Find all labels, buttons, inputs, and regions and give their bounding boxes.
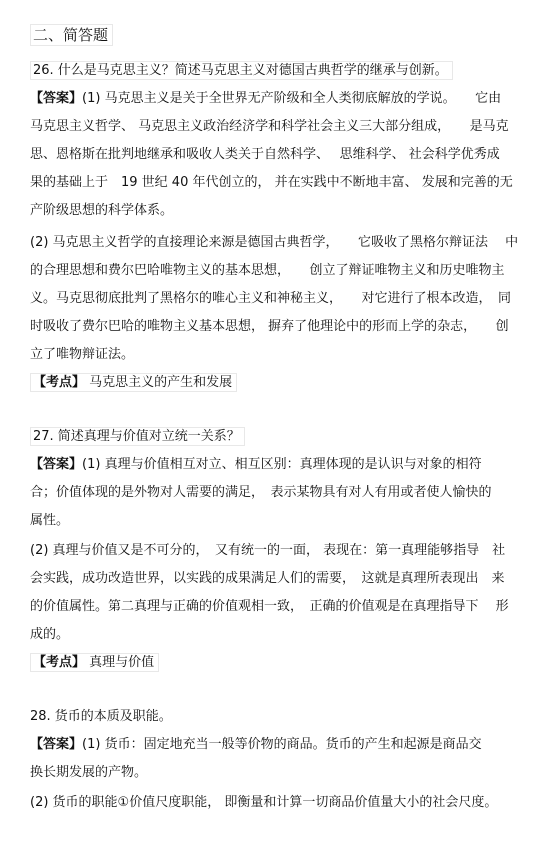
question-26 [30,62,453,80]
answer-26-line-5 [30,202,173,220]
answer-27-text-3: 属性。 [30,513,70,528]
answer-26-line-1 [30,90,501,108]
answer-27-line-6 [30,598,509,616]
answer-26-line-6 [30,234,518,252]
answer-26-line-4 [30,174,513,192]
answer-26-line-10 [30,346,134,364]
section-title [30,26,113,44]
answer-tag: 【答案】 [30,91,83,106]
point-26 [30,374,237,392]
answer-28-text-2: 换长期发展的产物。 [30,765,148,780]
answer-27-line-5 [30,570,505,588]
question-28 [30,708,172,726]
answer-28-line-1 [30,736,482,754]
answer-28-line-2 [30,764,147,782]
point-27-box [30,653,159,672]
point-26-text: 马克思主义的产生和发展 [89,375,233,390]
answer-27-line-7 [30,626,69,644]
question-28-text: 28. 货币的本质及职能。 [30,709,172,724]
point-27-text: 真理与价值 [89,655,155,670]
point-tag: 【考点】 [33,655,86,670]
answer-27-text-1: (1) 真理与价值相互对立、相互区别：真理体现的是认识与对象的相符 [82,457,482,472]
answer-28-text-1: (1) 货币：固定地充当一般等价物的商品。货币的产生和起源是商品交 [82,737,482,752]
answer-tag: 【答案】 [30,457,83,472]
answer-27-line-3 [30,512,69,530]
answer-28-text-3: (2) 货币的职能①价值尺度职能， 即衡量和计算一切商品价值量大小的社会尺度。 [30,795,498,810]
answer-26-line-7 [30,262,505,280]
answer-26-text-2: 马克思主义哲学、 马克思主义政治经济学和科学社会主义三大部分组成， 是马克 [30,119,509,134]
answer-26-line-9 [30,318,509,336]
answer-26-text-1: (1) 马克思主义是关于全世界无产阶级和全人类彻底解放的学说。 它由 [82,91,502,106]
answer-27-text-6: 的价值属性。第二真理与正确的价值观相一致， 正确的价值观是在真理指导下 形 [30,599,509,614]
answer-26-text-10: 立了唯物辩证法。 [30,347,135,362]
answer-27-text-2: 合；价值体现的是外物对人需要的满足， 表示某物具有对人有用或者使人愉快的 [30,485,492,500]
answer-26-text-4: 果的基础上于 19 世纪 40 年代创立的， 并在实践中不断地丰富、 发展和完善的无 [30,175,513,190]
answer-27-line-4 [30,542,505,560]
answer-26-text-8: 义。马克思彻底批判了黑格尔的唯心主义和神秘主义， 对它进行了根本改造， 同 [30,291,512,306]
answer-27-line-1 [30,456,482,474]
answer-26-line-2 [30,118,509,136]
answer-26-line-8 [30,290,511,308]
section-title-text: 二、简答题 [30,24,113,46]
question-26-text: 26. 什么是马克思主义？简述马克思主义对德国古典哲学的继承与创新。 [30,61,453,80]
answer-26-text-3: 思、恩格斯在批判地继承和吸收人类关于自然科学、 思维科学、 社会科学优秀成 [30,147,500,162]
answer-26-text-7: 的合理思想和费尔巴哈唯物主义的基本思想， 创立了辩证唯物主义和历史唯物主 [30,263,505,278]
point-27 [30,654,159,672]
answer-27-text-7: 成的。 [30,627,70,642]
answer-28-line-3 [30,794,497,812]
point-26-box [30,373,237,392]
question-27 [30,428,245,446]
answer-26-text-5: 产阶级思想的科学体系。 [30,203,174,218]
answer-27-text-5: 会实践，成功改造世界，以实践的成果满足人们的需要， 这就是真理所表现出 来 [30,571,505,586]
answer-26-text-9: 时吸收了费尔巴哈的唯物主义基本思想， 摒弃了他理论中的形而上学的杂志， 创 [30,319,509,334]
answer-tag: 【答案】 [30,737,83,752]
answer-26-text-6: (2) 马克思主义哲学的直接理论来源是德国古典哲学， 它吸收了黑格尔辩证法 中 [30,235,519,250]
question-27-text: 27. 简述真理与价值对立统一关系？ [30,427,245,446]
answer-27-line-2 [30,484,492,502]
point-tag: 【考点】 [33,375,86,390]
answer-27-text-4: (2) 真理与价值又是不可分的， 又有统一的一面， 表现在：第一真理能够指导 社 [30,543,506,558]
answer-26-line-3 [30,146,500,164]
